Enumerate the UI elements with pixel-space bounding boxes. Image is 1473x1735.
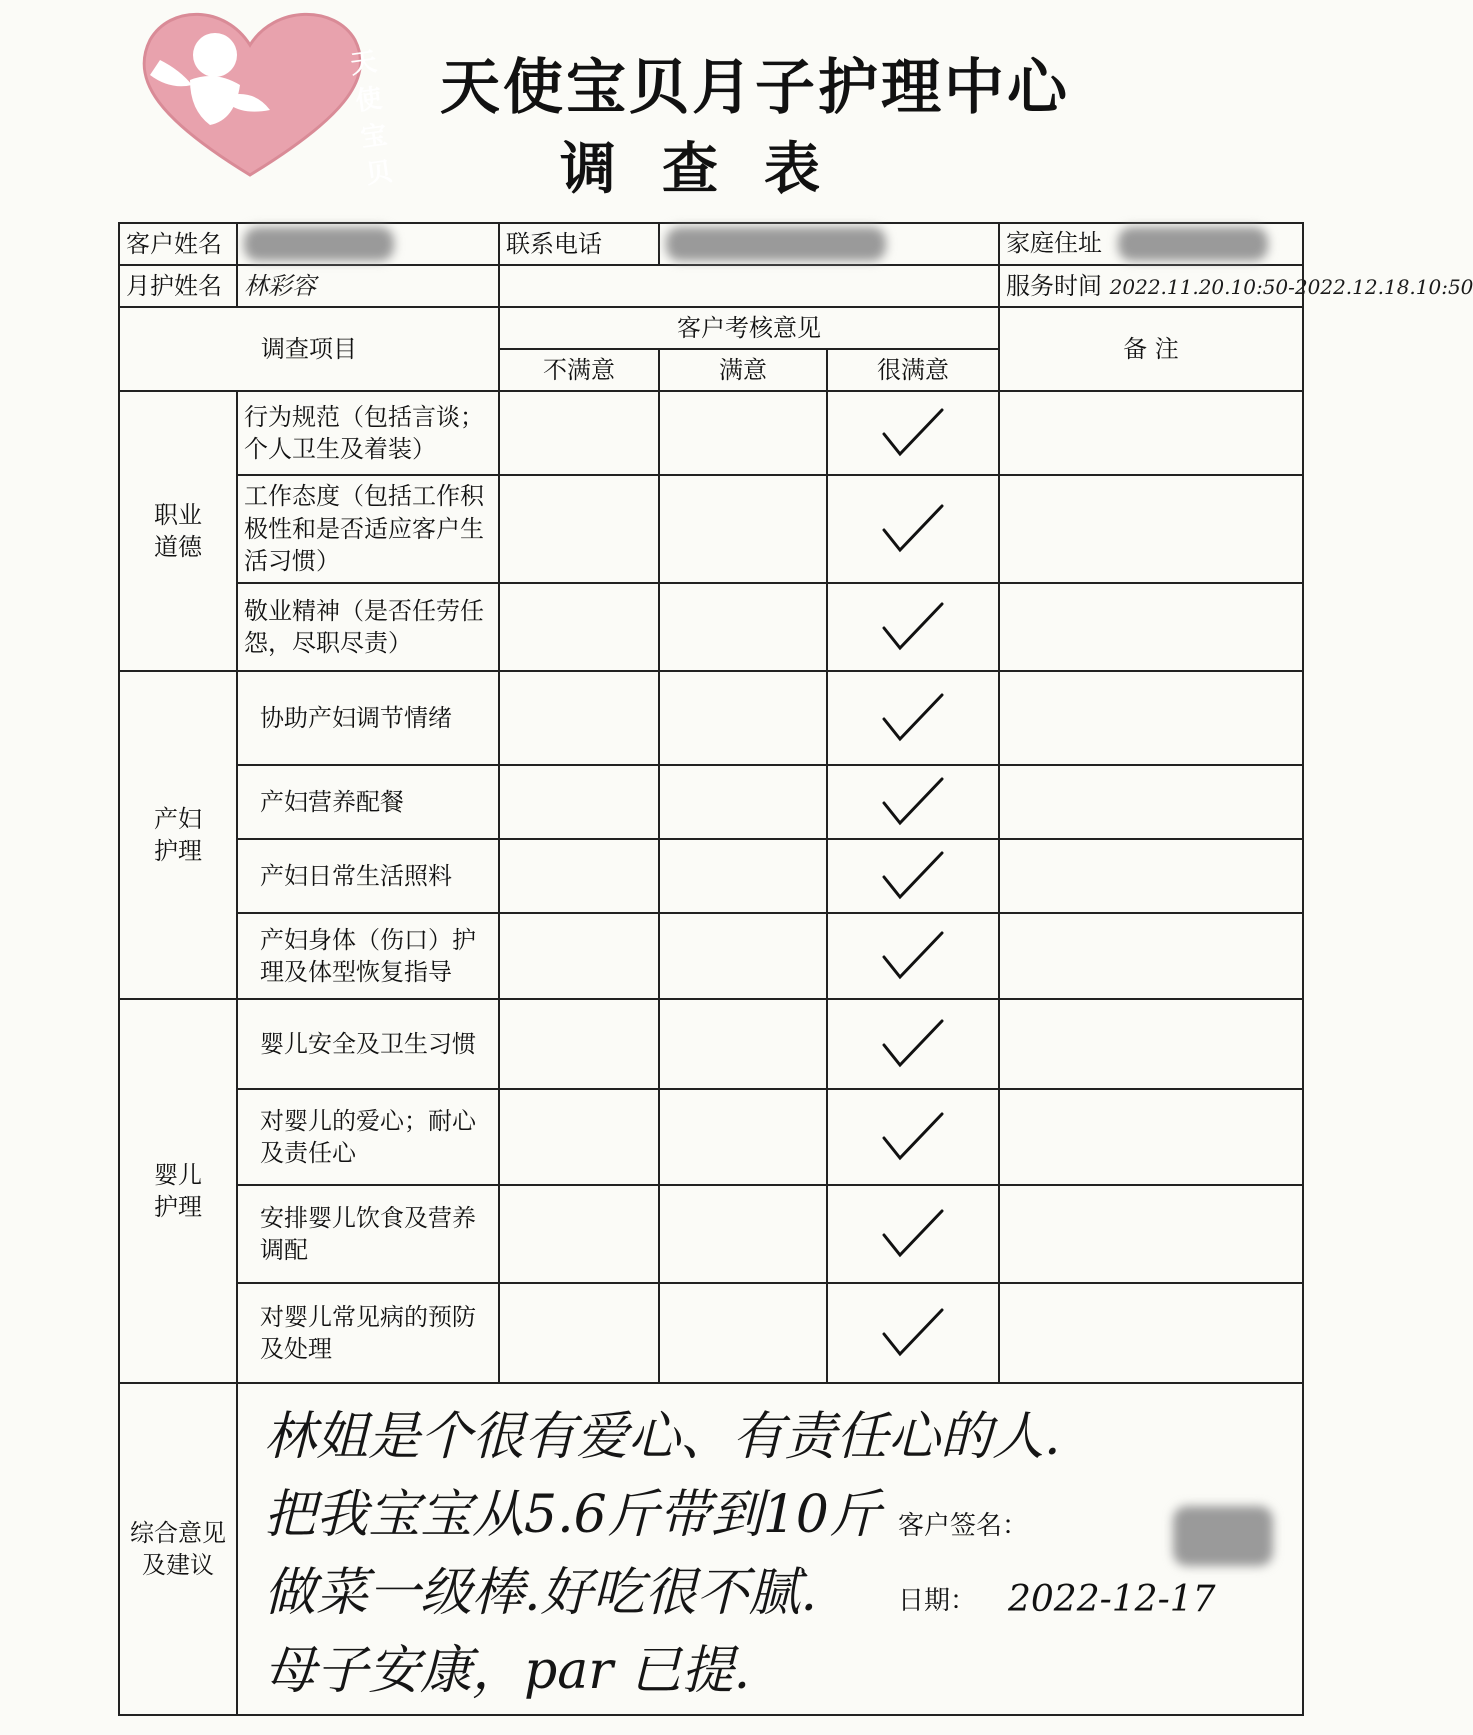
cell-unsatisfied — [499, 1185, 659, 1283]
item-text: 行为规范（包括言谈；个人卫生及着装） — [237, 391, 499, 475]
item-text: 婴儿安全及卫生习惯 — [237, 999, 499, 1089]
nurse-name-value: 林彩容 — [237, 265, 499, 307]
page-subtitle: 调查表 — [560, 137, 866, 202]
item-text: 产妇身体（伤口）护理及体型恢复指导 — [237, 913, 499, 999]
cell-satisfied — [659, 475, 827, 583]
cell-unsatisfied — [499, 583, 659, 671]
cell-very-satisfied — [827, 1283, 999, 1383]
opinion-header: 客户考核意见 — [499, 307, 999, 349]
checkmark-icon — [878, 773, 948, 831]
item-text: 对婴儿常见病的预防及处理 — [237, 1283, 499, 1383]
cell-satisfied — [659, 391, 827, 475]
cell-remarks — [999, 475, 1303, 583]
cell-very-satisfied — [827, 1089, 999, 1185]
cell-remarks — [999, 765, 1303, 839]
cell-very-satisfied — [827, 913, 999, 999]
cell-satisfied — [659, 583, 827, 671]
cell-unsatisfied — [499, 913, 659, 999]
cell-satisfied — [659, 839, 827, 913]
info-row-1 — [119, 223, 1303, 265]
cell-very-satisfied — [827, 839, 999, 913]
cell-satisfied — [659, 1283, 827, 1383]
cell-very-satisfied — [827, 999, 999, 1089]
cell-remarks — [999, 671, 1303, 765]
comment-line: 林姐是个很有爱心、有责任心的人. — [264, 1407, 1061, 1467]
checkmark-icon — [878, 404, 948, 462]
item-text: 对婴儿的爱心；耐心及责任心 — [237, 1089, 499, 1185]
cell-remarks — [999, 999, 1303, 1089]
page-title: 天使宝贝月子护理中心 — [440, 53, 1070, 123]
info-row-2 — [119, 265, 1303, 307]
checkmark-icon — [878, 598, 948, 656]
cell-satisfied — [659, 1089, 827, 1185]
phone-value — [659, 223, 999, 265]
cell-unsatisfied — [499, 1283, 659, 1383]
item-text: 产妇日常生活照料 — [237, 839, 499, 913]
cell-satisfied — [659, 999, 827, 1089]
rating-header-very-satisfied: 很满意 — [827, 349, 999, 391]
comments-cell — [237, 1383, 1303, 1715]
checkmark-icon — [878, 1108, 948, 1166]
logo — [120, 0, 396, 191]
date-label: 日期： — [898, 1586, 977, 1616]
item-text: 产妇营养配餐 — [237, 765, 499, 839]
comment-line: 把我宝宝从5.6斤带到10斤 — [264, 1485, 881, 1545]
cell-very-satisfied — [827, 671, 999, 765]
checkmark-icon — [878, 927, 948, 985]
service-time-value: 2022.11.20.10:50-2022.12.18.10:50 — [1109, 274, 1473, 299]
service-time-cell — [999, 265, 1473, 307]
cell-satisfied — [659, 765, 827, 839]
checkmark-icon — [878, 1205, 948, 1263]
logo-text: 天使宝贝 — [348, 46, 396, 191]
cell-satisfied — [659, 671, 827, 765]
table-row — [119, 999, 1303, 1089]
comment-line: 母子安康，par 已提. — [264, 1641, 751, 1701]
checkmark-icon — [878, 847, 948, 905]
address-cell — [999, 223, 1303, 265]
cell-remarks — [999, 839, 1303, 913]
cell-unsatisfied — [499, 839, 659, 913]
cell-remarks — [999, 1089, 1303, 1185]
comment-line: 做菜一级棒.好吃很不腻. — [264, 1563, 818, 1623]
address-label: 家庭住址 — [1006, 229, 1102, 257]
blank-cell — [499, 265, 999, 307]
redacted-address — [1118, 227, 1268, 261]
table-row — [119, 583, 1303, 671]
comments-label: 综合意见 及建议 — [119, 1383, 237, 1715]
customer-name-value — [237, 223, 499, 265]
cell-remarks — [999, 391, 1303, 475]
item-text: 敬业精神（是否任劳任怨，尽职尽责） — [237, 583, 499, 671]
cell-satisfied — [659, 1185, 827, 1283]
cell-very-satisfied — [827, 1185, 999, 1283]
signature-label: 客户签名： — [898, 1511, 1029, 1541]
category-mother-care: 产妇 护理 — [119, 671, 237, 999]
cell-unsatisfied — [499, 1089, 659, 1185]
table-row — [119, 475, 1303, 583]
phone-label: 联系电话 — [499, 223, 659, 265]
cell-unsatisfied — [499, 475, 659, 583]
cell-very-satisfied — [827, 475, 999, 583]
service-time-label: 服务时间 — [1006, 271, 1102, 300]
table-row — [119, 1089, 1303, 1185]
cell-unsatisfied — [499, 671, 659, 765]
table-row — [119, 391, 1303, 475]
signature-value — [1173, 1506, 1273, 1566]
rating-header-unsatisfied: 不满意 — [499, 349, 659, 391]
table-row — [119, 1283, 1303, 1383]
nurse-name-label: 月护姓名 — [119, 265, 237, 307]
cell-unsatisfied — [499, 999, 659, 1089]
item-text: 工作态度（包括工作积极性和是否适应客户生活习惯） — [237, 475, 499, 583]
cell-very-satisfied — [827, 391, 999, 475]
customer-name-label: 客户姓名 — [119, 223, 237, 265]
heart-logo-icon — [120, 0, 380, 185]
survey-table — [118, 222, 1473, 1716]
comments-row — [119, 1383, 1303, 1715]
redacted-signature — [1173, 1506, 1273, 1566]
checkmark-icon — [878, 500, 948, 558]
item-text: 安排婴儿饮食及营养调配 — [237, 1185, 499, 1283]
category-ethics: 职业 道德 — [119, 391, 237, 671]
cell-remarks — [999, 1283, 1303, 1383]
header-row-1 — [119, 307, 1303, 349]
date-value: 2022-12-17 — [1008, 1579, 1216, 1620]
category-baby-care: 婴儿 护理 — [119, 999, 237, 1383]
table-row — [119, 839, 1303, 913]
rating-header-satisfied: 满意 — [659, 349, 827, 391]
remarks-header: 备 注 — [999, 307, 1303, 391]
cell-satisfied — [659, 913, 827, 999]
cell-remarks — [999, 913, 1303, 999]
checkmark-icon — [878, 1304, 948, 1362]
cell-very-satisfied — [827, 583, 999, 671]
cell-remarks — [999, 583, 1303, 671]
table-row — [119, 765, 1303, 839]
cell-unsatisfied — [499, 765, 659, 839]
redacted-customer-name — [244, 227, 394, 261]
item-text: 协助产妇调节情绪 — [237, 671, 499, 765]
cell-very-satisfied — [827, 765, 999, 839]
table-row — [119, 1185, 1303, 1283]
table-row — [119, 913, 1303, 999]
cell-unsatisfied — [499, 391, 659, 475]
checkmark-icon — [878, 1015, 948, 1073]
redacted-phone — [666, 227, 886, 261]
item-header: 调查项目 — [119, 307, 499, 391]
checkmark-icon — [878, 689, 948, 747]
table-row — [119, 671, 1303, 765]
cell-remarks — [999, 1185, 1303, 1283]
